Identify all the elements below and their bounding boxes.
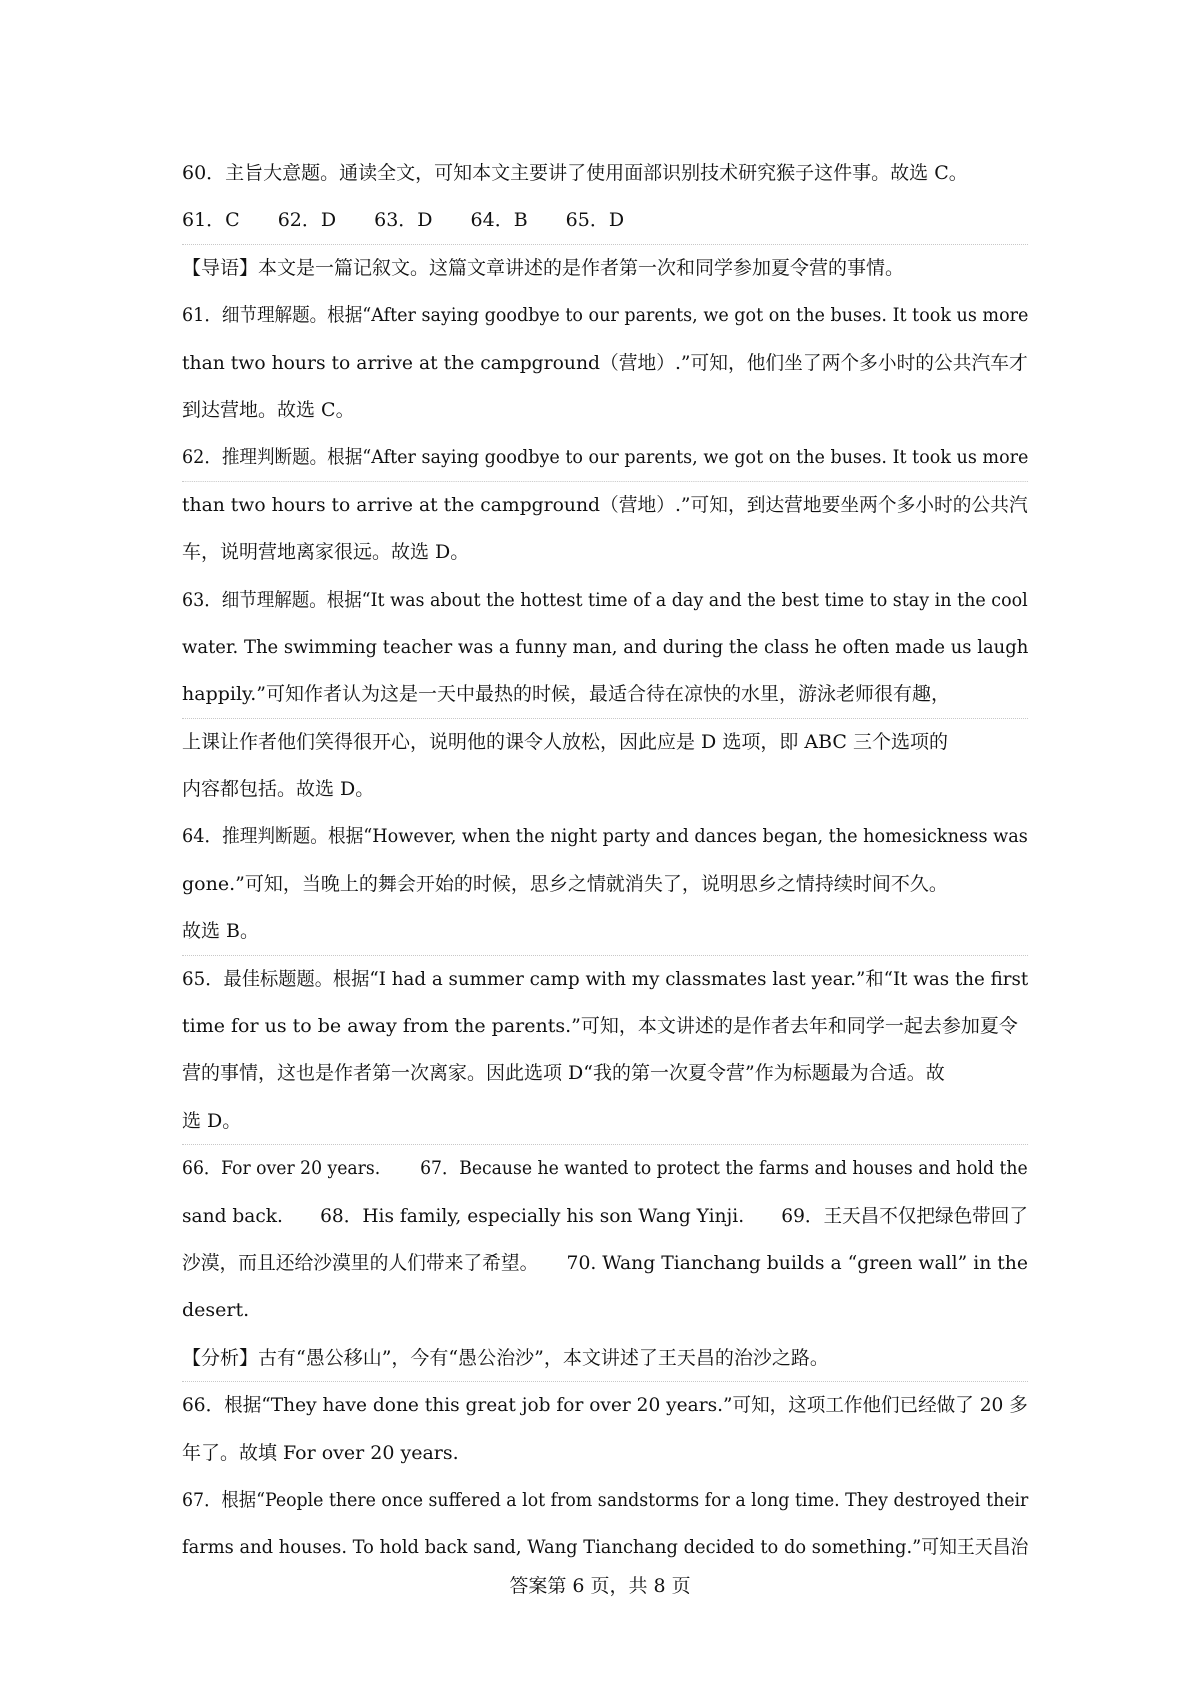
text-line: 沙漠，而且还给沙漠里的人们带来了希望。 70. Wang Tianchang builds a “green wall” in the	[182, 1251, 1028, 1274]
text-line: 67．根据“People there once suffered a lot from sandstorms for a long time. They destroyed their	[182, 1488, 1029, 1511]
page-footer: 答案第 6 页，共 8 页	[509, 1575, 691, 1597]
text-line: 60．主旨大意题。通读全文，可知本文主要讲了使用面部识别技术研究猴子这件事。故选 C。	[182, 162, 968, 184]
text-line: 64．推理判断题。根据“However, when the night party and dances began, the homesickness was	[182, 825, 1028, 848]
text-line: 66．For over 20 years. 67．Because he wanted to protect the farms and houses and hold the	[182, 1157, 1028, 1180]
text-line: 【分析】古有“愚公移山”，今有“愚公治沙”，本文讲述了王天昌的治沙之路。	[182, 1335, 1028, 1382]
text-line: 内容都包括。故选 D。	[182, 778, 375, 801]
text-line: desert.	[182, 1299, 250, 1322]
text-line: 63．细节理解题。根据“It was about the hottest time of a day and the best time to stay in the cool	[182, 588, 1028, 611]
text-line: 65．最佳标题题。根据“I had a summer camp with my classmates last year.”和“It was the first	[182, 967, 1029, 990]
text-line: happily.”可知作者认为这是一天中最热的时候，最适合待在凉快的水里，游泳老师很有趣，	[182, 671, 1028, 718]
text-line: 61．C 62．D 63．D 64．B 65．D	[182, 197, 1028, 244]
text-line: 车，说明营地离家很远。故选 D。	[182, 541, 470, 564]
text-line: 66．根据“They have done this great job for over 20 years.”可知，这项工作他们已经做了 20 多	[182, 1394, 1028, 1417]
text-line: 【导语】本文是一篇记叙文。这篇文章讲述的是作者第一次和同学参加夏令营的事情。	[182, 256, 905, 279]
text-line: farms and houses. To hold back sand, Wang Tianchang decided to do something.”可知王天昌治	[182, 1536, 1029, 1559]
text-line: sand back. 68．His family, especially his son Wang Yinji. 69．王天昌不仅把绿色带回了	[182, 1204, 1028, 1227]
answer-text-body	[182, 150, 1028, 1572]
text-line: 到达营地。故选 C。	[182, 398, 355, 421]
text-line: gone.”可知，当晚上的舞会开始的时候，思乡之情就消失了，说明思乡之情持续时间不久。	[182, 872, 948, 895]
text-line: 选 D。	[182, 1098, 1028, 1145]
text-line: 61．细节理解题。根据“After saying goodbye to our parents, we got on the buses. It took us more	[182, 304, 1029, 327]
text-line: 年了。故填 For over 20 years.	[182, 1441, 459, 1464]
text-line: than two hours to arrive at the campground（营地）.”可知，他们坐了两个多小时的公共汽车才	[182, 351, 1028, 374]
text-line: 上课让作者他们笑得很开心，说明他的课令人放松，因此应是 D 选项，即 ABC 三个选项的	[182, 730, 948, 753]
text-line: water. The swimming teacher was a funny man, and during the class he often made us laugh	[182, 635, 1029, 658]
text-line: 营的事情，这也是作者第一次离家。因此选项 D“我的第一次夏令营”作为标题最为合适。故	[182, 1062, 945, 1085]
text-line: than two hours to arrive at the campground（营地）.”可知，到达营地要坐两个多小时的公共汽	[182, 493, 1028, 516]
text-line: time for us to be away from the parents.”可知，本文讲述的是作者去年和同学一起去参加夏令	[182, 1015, 1018, 1038]
text-line: 故选 B。	[182, 908, 1028, 955]
text-line: 62．推理判断题。根据“After saying goodbye to our parents, we got on the buses. It took us more	[182, 434, 1028, 481]
